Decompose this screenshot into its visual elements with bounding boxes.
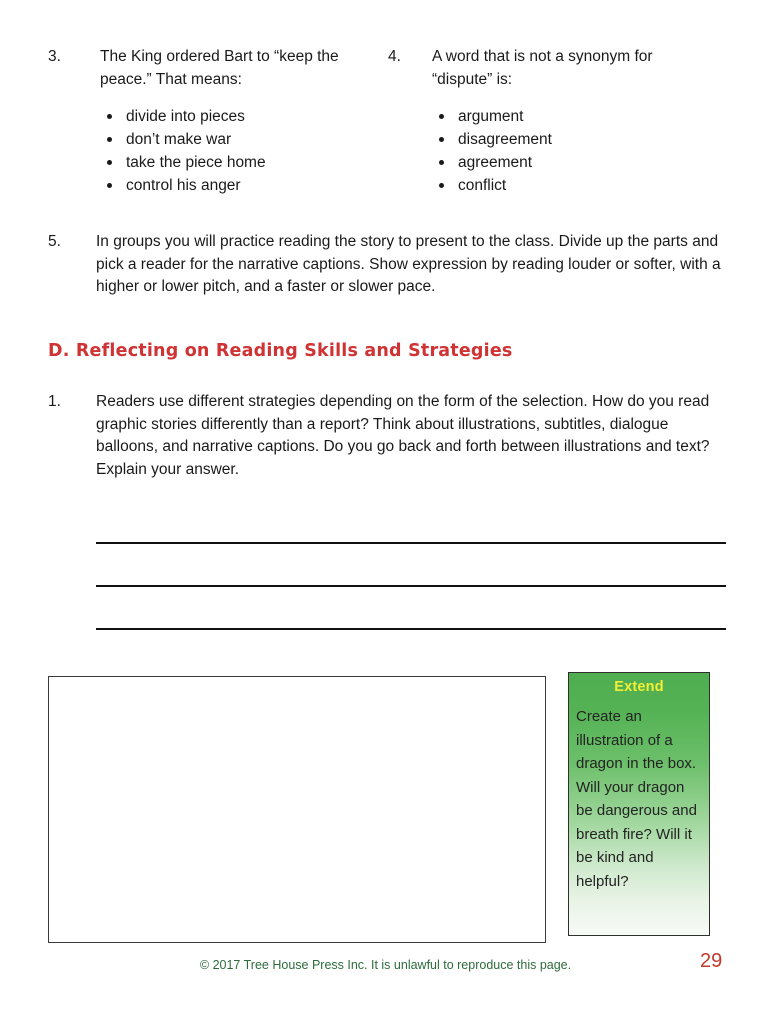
list-item[interactable]: disagreement (438, 128, 708, 151)
list-item[interactable]: divide into pieces (106, 105, 388, 128)
answer-line-2[interactable] (96, 585, 726, 587)
question-4-text: A word that is not a synonym for “dispute” is: (432, 48, 653, 88)
section-d-question-1-block (48, 391, 726, 481)
list-item[interactable]: agreement (438, 151, 708, 174)
question-4-choice-list (388, 105, 708, 197)
list-item[interactable]: don’t make war (106, 128, 388, 151)
question-4-block (388, 46, 708, 197)
section-d-heading: D. Reflecting on Reading Skills and Strategies (48, 341, 513, 361)
extend-callout-title: Extend (614, 679, 664, 695)
extend-callout-box (568, 672, 710, 936)
answer-line-1[interactable] (96, 542, 726, 544)
section-d-question-1-text: Readers use different strategies depending on the form of the selection. How do you read graphic stories differently than a report? Think about illustrations, subtitles, dialogue balloons, and narrative captions. Do you go back and forth between illustrations and text? Explain your answer. (96, 393, 710, 478)
question-3-text: The King ordered Bart to “keep the peace.” That means: (100, 48, 339, 88)
extend-callout-body: Create an illustration of a dragon in the box. Will your dragon be dangerous and breath fire? Will it be kind and helpful? (576, 708, 697, 890)
list-item[interactable]: argument (438, 105, 708, 128)
section-d-question-1-number: 1. (48, 393, 61, 410)
question-row-3-4 (0, 46, 771, 197)
question-3-choice-list (48, 105, 388, 197)
question-3-header (48, 46, 388, 91)
question-5-block (48, 231, 726, 299)
question-5-text: In groups you will practice reading the story to present to the class. Divide up the parts and pick a reader for the narrative captions. Show expression by reading louder or softer, with a higher or lower pitch, and a faster or slower pace. (96, 233, 721, 295)
footer-copyright: © 2017 Tree House Press Inc. It is unlawful to reproduce this page. (199, 958, 572, 972)
footer-page-number: 29 (700, 950, 723, 972)
illustration-drawing-box[interactable] (48, 676, 546, 943)
list-item[interactable]: take the piece home (106, 151, 388, 174)
list-item[interactable]: control his anger (106, 174, 388, 197)
answer-line-3[interactable] (96, 628, 726, 630)
question-4-header (388, 46, 708, 91)
question-5-number: 5. (48, 233, 61, 250)
question-3-block (48, 46, 388, 197)
question-3-number: 3. (48, 48, 61, 65)
list-item[interactable]: conflict (438, 174, 708, 197)
question-4-number: 4. (388, 48, 401, 65)
